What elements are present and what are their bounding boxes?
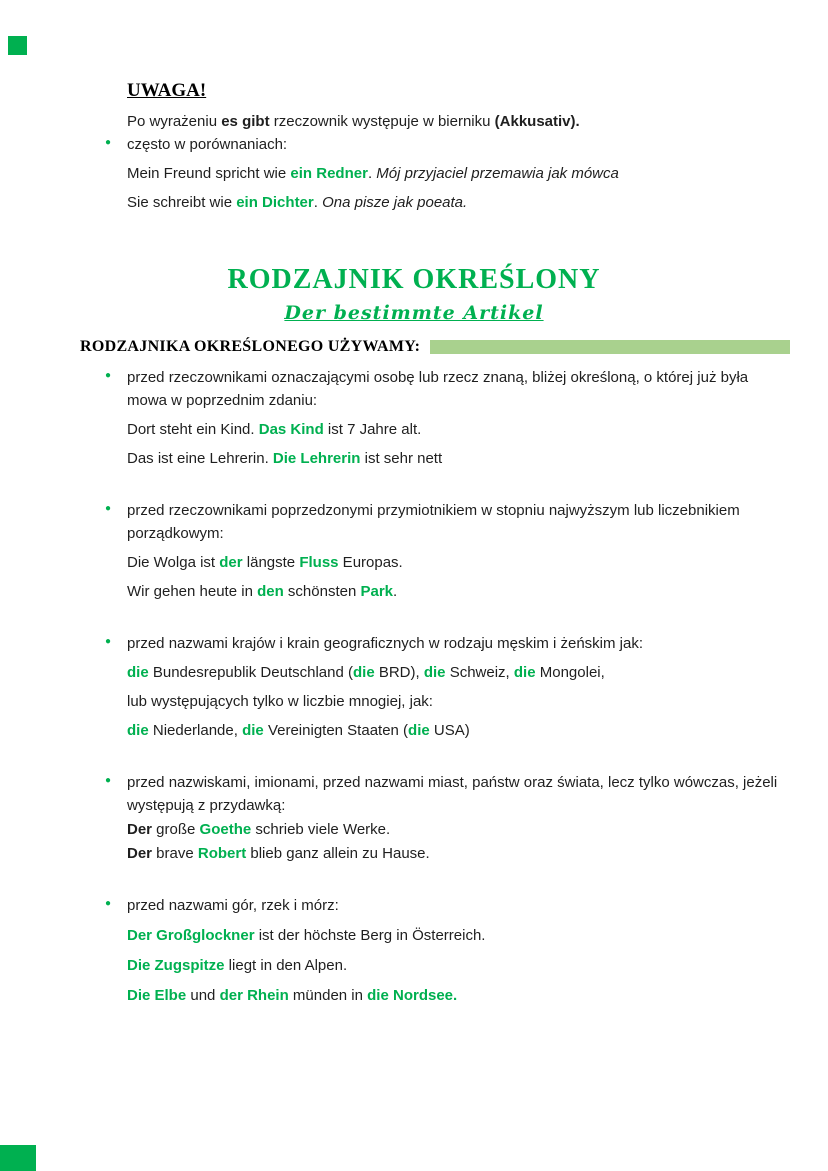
note-text: Po wyrażeniu es gibt rzeczownik występuje w bierniku (Akkusativ). [127,113,580,130]
rule-intro: ● przed nazwami krajów i krain geograficznych w rodzaju męskim i żeńskim jak: [127,635,644,652]
rule-item-4 [105,771,790,865]
example-line: Die Zugspitze liegt in den Alpen. [127,957,348,974]
example-line: Der Großglockner ist der höchste Berg in Österreich. [127,927,486,944]
example-line: Das ist eine Lehrerin. Die Lehrerin ist sehr nett [127,450,443,467]
page-title: RODZAJNIK OKREŚLONY [227,264,601,295]
example-line: Mein Freund spricht wie ein Redner. Mój przyjaciel przemawia jak mówca [127,165,619,182]
rule-item-1 [105,366,790,470]
comparison-intro: ● często w porównaniach: [127,136,288,153]
top-left-green-square [8,36,27,55]
section-heading: RODZAJNIKA OKREŚLONEGO UŻYWAMY: [80,338,421,355]
example-line: Wir gehen heute in den schönsten Park. [127,583,398,600]
green-highlight-bar [430,340,790,354]
note-heading: UWAGA! [127,80,207,101]
example-line: lub występujących tylko w liczbie mnogiej, jak: [127,693,433,710]
rule-intro: ● przed rzeczownikami poprzedzonymi przymiotnikiem w stopniu najwyższym lub liczebnikiem porządkowym: [127,502,740,542]
example-line: Die Elbe und der Rhein münden in die Nordsee. [127,987,458,1004]
section-heading-row [80,338,790,356]
rule-intro: ● przed nazwami gór, rzek i mórz: [127,897,339,914]
example-line: Der große Goethe schrieb viele Werke. [127,821,391,838]
rule-intro: ● przed rzeczownikami oznaczającymi osobę lub rzecz znaną, bliżej określoną, o której już była mowa w poprzednim zdaniu: [127,369,749,409]
example-line: Die Wolga ist der längste Fluss Europas. [127,554,403,571]
example-line: die Bundesrepublik Deutschland (die BRD), die Schweiz, die Mongolei, [127,664,605,681]
rules-list [105,366,790,1007]
page-subtitle: Der bestimmte Artikel [284,302,544,324]
comparison-item [105,133,790,214]
example-line: Sie schreibt wie ein Dichter. Ona pisze jak poeata. [127,194,468,211]
comparisons-list [105,133,790,214]
note-section [127,80,790,133]
example-line: Der brave Robert blieb ganz allein zu Hause. [127,845,430,862]
rule-item-3 [105,632,790,742]
title-block [0,264,828,324]
rule-intro: ● przed nazwiskami, imionami, przed nazwami miast, państw oraz świata, lecz tylko wówczas, jeżeli występują z przydawką: [127,774,778,814]
rule-item-2 [105,499,790,603]
example-line: die Niederlande, die Vereinigten Staaten (die USA) [127,722,470,739]
rule-item-5 [105,894,790,1007]
example-line: Dort steht ein Kind. Das Kind ist 7 Jahre alt. [127,421,422,438]
bottom-left-green-block [0,1145,36,1171]
